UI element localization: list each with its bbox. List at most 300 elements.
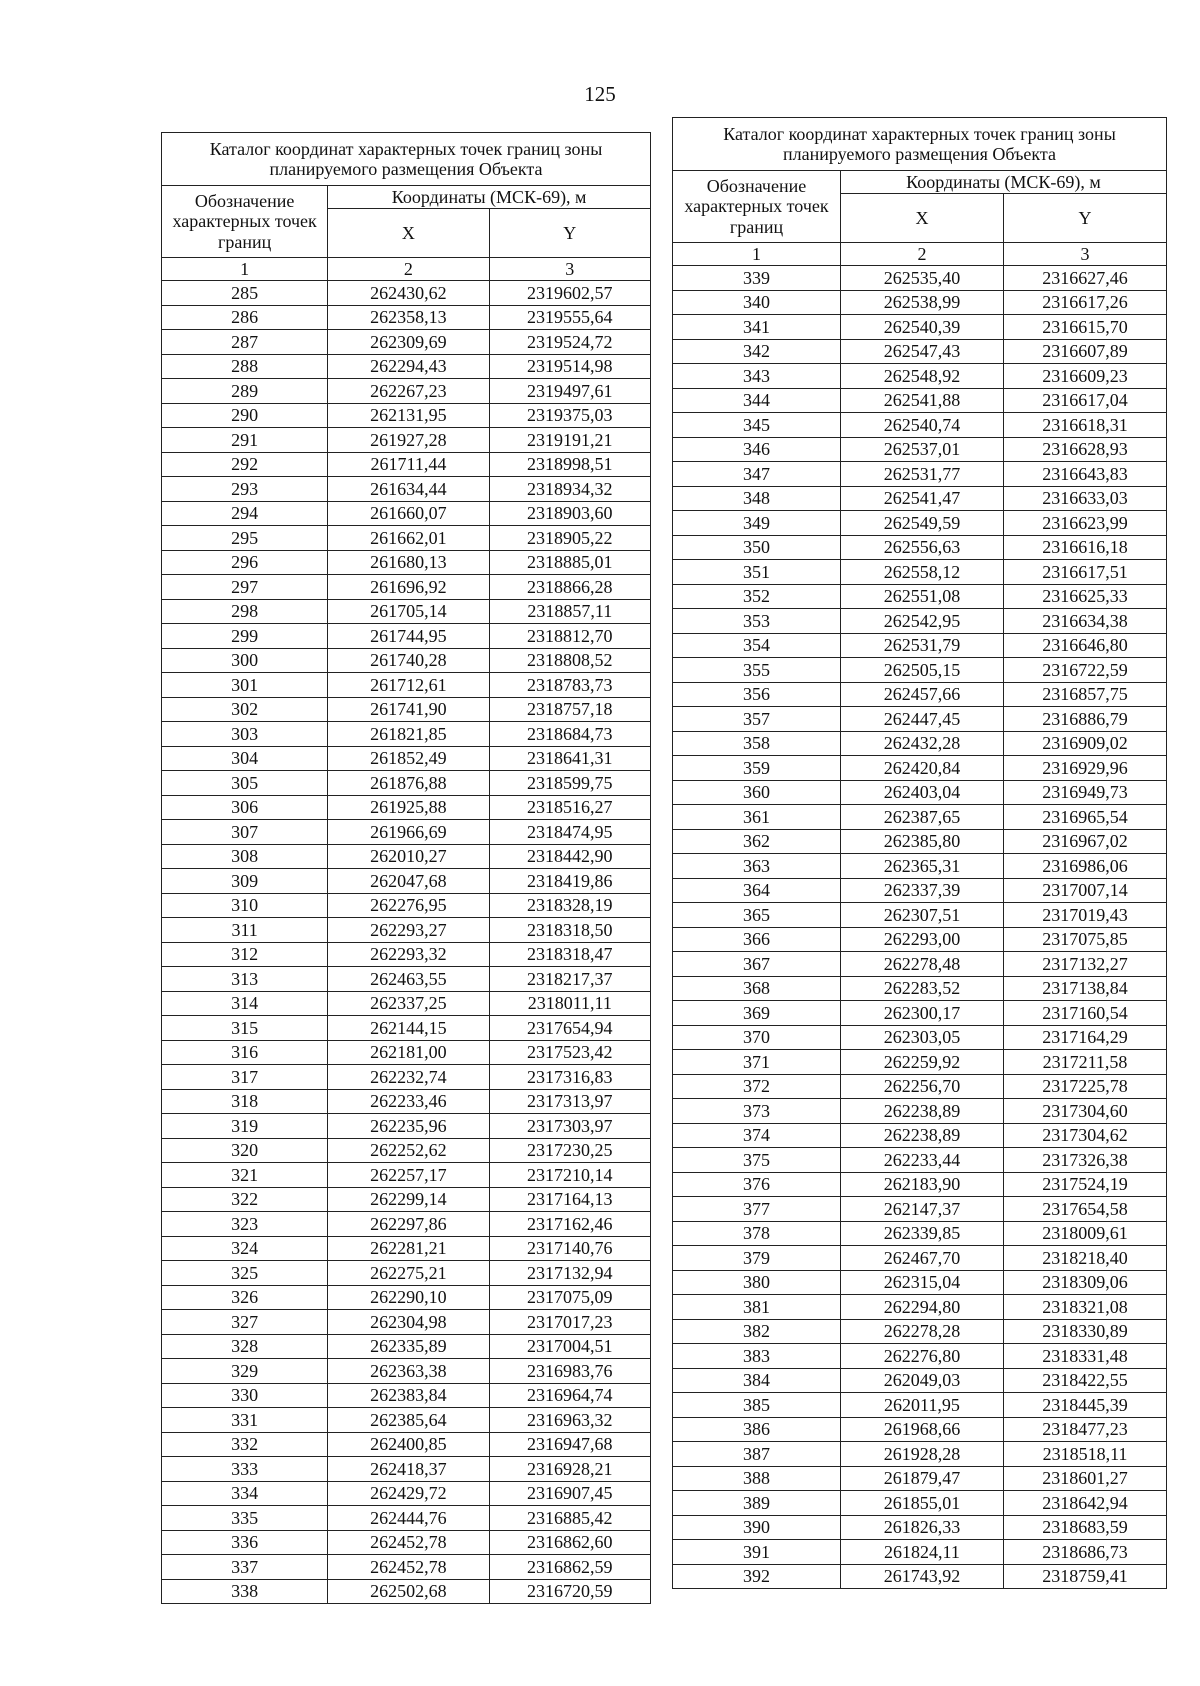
point-number: 341 <box>673 315 841 340</box>
y-coordinate: 2316929,96 <box>1003 756 1166 781</box>
point-number: 343 <box>673 364 841 389</box>
x-coordinate: 262303,05 <box>840 1025 1003 1050</box>
y-coordinate: 2319375,03 <box>489 403 650 428</box>
table-row <box>162 844 651 869</box>
x-coordinate: 262549,59 <box>840 511 1003 536</box>
x-coordinate: 262299,14 <box>328 1187 489 1212</box>
table-row <box>673 511 1167 536</box>
table-row <box>673 903 1167 928</box>
y-coordinate: 2317138,84 <box>1003 976 1166 1001</box>
y-coordinate: 2317140,76 <box>489 1236 650 1261</box>
y-coordinate: 2318309,06 <box>1003 1270 1166 1295</box>
table-row <box>162 477 651 502</box>
table-row <box>162 305 651 330</box>
y-coordinate: 2318330,89 <box>1003 1319 1166 1344</box>
x-coordinate: 262010,27 <box>328 844 489 869</box>
point-number: 369 <box>673 1001 841 1026</box>
coordinates-header: Координаты (МСК-69), м <box>840 171 1166 194</box>
x-coordinate: 262278,28 <box>840 1319 1003 1344</box>
x-coordinate: 262337,25 <box>328 991 489 1016</box>
x-coordinate: 261927,28 <box>328 428 489 453</box>
x-coordinate: 262365,31 <box>840 854 1003 879</box>
table-row <box>162 648 651 673</box>
y-coordinate: 2318477,23 <box>1003 1417 1166 1442</box>
table-row <box>162 501 651 526</box>
table-row <box>673 1540 1167 1565</box>
table-row <box>673 1172 1167 1197</box>
y-coordinate: 2316983,76 <box>489 1359 650 1384</box>
x-coordinate: 262542,95 <box>840 609 1003 634</box>
point-number: 376 <box>673 1172 841 1197</box>
point-number: 297 <box>162 575 328 600</box>
point-number: 313 <box>162 967 328 992</box>
point-number: 318 <box>162 1089 328 1114</box>
x-coordinate: 261634,44 <box>328 477 489 502</box>
y-coordinate: 2318011,11 <box>489 991 650 1016</box>
point-number: 346 <box>673 437 841 462</box>
table-row <box>673 731 1167 756</box>
x-coordinate: 261821,85 <box>328 722 489 747</box>
page-number: 125 <box>584 82 616 106</box>
y-coordinate: 2317303,97 <box>489 1114 650 1139</box>
x-coordinate: 261879,47 <box>840 1466 1003 1491</box>
point-number: 328 <box>162 1334 328 1359</box>
x-coordinate: 262276,95 <box>328 893 489 918</box>
x-coordinate: 262339,85 <box>840 1221 1003 1246</box>
x-coordinate: 262447,45 <box>840 707 1003 732</box>
point-number: 298 <box>162 599 328 624</box>
table-row <box>673 805 1167 830</box>
table-row <box>673 952 1167 977</box>
point-number: 287 <box>162 330 328 355</box>
y-coordinate: 2319524,72 <box>489 330 650 355</box>
table-row <box>673 707 1167 732</box>
point-number: 336 <box>162 1530 328 1555</box>
column-number: 3 <box>1003 243 1166 266</box>
y-coordinate: 2316646,80 <box>1003 633 1166 658</box>
y-coordinate: 2317326,38 <box>1003 1148 1166 1173</box>
table-row <box>673 1442 1167 1467</box>
x-coordinate: 262551,08 <box>840 584 1003 609</box>
y-coordinate: 2316625,33 <box>1003 584 1166 609</box>
point-number: 320 <box>162 1138 328 1163</box>
table-row <box>673 462 1167 487</box>
table-row <box>162 942 651 967</box>
x-coordinate: 262540,74 <box>840 413 1003 438</box>
x-coordinate: 261743,92 <box>840 1564 1003 1589</box>
table-row <box>162 967 651 992</box>
y-coordinate: 2316885,42 <box>489 1506 650 1531</box>
table-row <box>673 315 1167 340</box>
x-coordinate: 262257,17 <box>328 1163 489 1188</box>
table-row <box>673 878 1167 903</box>
point-number: 286 <box>162 305 328 330</box>
point-number: 288 <box>162 354 328 379</box>
y-coordinate: 2318684,73 <box>489 722 650 747</box>
point-number: 296 <box>162 550 328 575</box>
y-coordinate: 2316617,51 <box>1003 560 1166 585</box>
point-number: 312 <box>162 942 328 967</box>
x-coordinate: 262335,89 <box>328 1334 489 1359</box>
point-number: 362 <box>673 829 841 854</box>
x-coordinate: 262383,84 <box>328 1383 489 1408</box>
x-coordinate: 262267,23 <box>328 379 489 404</box>
y-coordinate: 2319191,21 <box>489 428 650 453</box>
y-coordinate: 2318218,40 <box>1003 1246 1166 1271</box>
x-coordinate: 262385,80 <box>840 829 1003 854</box>
point-number: 375 <box>673 1148 841 1173</box>
y-coordinate: 2317225,78 <box>1003 1074 1166 1099</box>
table-title: Каталог координат характерных точек границ зоны планируемого размещения Объекта <box>673 118 1167 171</box>
point-number: 385 <box>673 1393 841 1418</box>
point-number: 304 <box>162 746 328 771</box>
point-number: 330 <box>162 1383 328 1408</box>
point-number: 392 <box>673 1564 841 1589</box>
point-number: 339 <box>673 266 841 291</box>
point-number: 390 <box>673 1515 841 1540</box>
table-row <box>162 379 651 404</box>
table-row <box>162 452 651 477</box>
y-coordinate: 2318812,70 <box>489 624 650 649</box>
point-number: 366 <box>673 927 841 952</box>
point-number: 300 <box>162 648 328 673</box>
table-row <box>162 330 651 355</box>
y-coordinate: 2316607,89 <box>1003 339 1166 364</box>
table-row <box>162 1432 651 1457</box>
y-coordinate: 2318442,90 <box>489 844 650 869</box>
point-number: 353 <box>673 609 841 634</box>
y-coordinate: 2318321,08 <box>1003 1295 1166 1320</box>
x-coordinate: 262418,37 <box>328 1457 489 1482</box>
table-row <box>162 1163 651 1188</box>
point-number: 357 <box>673 707 841 732</box>
point-number: 342 <box>673 339 841 364</box>
x-coordinate: 262556,63 <box>840 535 1003 560</box>
point-number: 311 <box>162 918 328 943</box>
x-coordinate: 262337,39 <box>840 878 1003 903</box>
y-coordinate: 2316617,04 <box>1003 388 1166 413</box>
point-number: 285 <box>162 281 328 306</box>
y-coordinate: 2317654,94 <box>489 1016 650 1041</box>
table-row <box>673 854 1167 879</box>
table-row <box>673 1393 1167 1418</box>
x-coordinate: 262047,68 <box>328 869 489 894</box>
table-row <box>673 633 1167 658</box>
table-row <box>673 1515 1167 1540</box>
x-coordinate: 262233,46 <box>328 1089 489 1114</box>
point-number: 354 <box>673 633 841 658</box>
table-row <box>162 1334 651 1359</box>
point-number: 302 <box>162 697 328 722</box>
point-number: 292 <box>162 452 328 477</box>
y-coordinate: 2317654,58 <box>1003 1197 1166 1222</box>
x-coordinate: 261966,69 <box>328 820 489 845</box>
table-row <box>162 1212 651 1237</box>
point-number: 327 <box>162 1310 328 1335</box>
y-coordinate: 2316862,59 <box>489 1555 650 1580</box>
point-number: 347 <box>673 462 841 487</box>
table-row <box>162 1383 651 1408</box>
y-coordinate: 2318217,37 <box>489 967 650 992</box>
x-coordinate: 262558,12 <box>840 560 1003 585</box>
point-number: 289 <box>162 379 328 404</box>
x-coordinate: 262548,92 <box>840 364 1003 389</box>
x-coordinate: 262294,43 <box>328 354 489 379</box>
x-coordinate: 261712,61 <box>328 673 489 698</box>
x-coordinate: 261855,01 <box>840 1491 1003 1516</box>
x-coordinate: 262293,32 <box>328 942 489 967</box>
y-coordinate: 2318783,73 <box>489 673 650 698</box>
point-number: 349 <box>673 511 841 536</box>
table-row <box>162 1481 651 1506</box>
point-number: 384 <box>673 1368 841 1393</box>
x-coordinate: 262387,65 <box>840 805 1003 830</box>
point-number: 338 <box>162 1579 328 1604</box>
table-row <box>162 575 651 600</box>
y-coordinate: 2316633,03 <box>1003 486 1166 511</box>
table-row <box>673 609 1167 634</box>
point-number: 323 <box>162 1212 328 1237</box>
x-coordinate: 262281,21 <box>328 1236 489 1261</box>
y-coordinate: 2317075,85 <box>1003 927 1166 952</box>
table-row <box>162 624 651 649</box>
y-coordinate: 2317075,09 <box>489 1285 650 1310</box>
x-coordinate: 261852,49 <box>328 746 489 771</box>
table-row <box>162 893 651 918</box>
table-row <box>162 1530 651 1555</box>
x-coordinate: 262309,69 <box>328 330 489 355</box>
y-coordinate: 2318866,28 <box>489 575 650 600</box>
y-coordinate: 2318905,22 <box>489 526 650 551</box>
x-coordinate: 262502,68 <box>328 1579 489 1604</box>
x-coordinate: 262290,10 <box>328 1285 489 1310</box>
point-number: 377 <box>673 1197 841 1222</box>
y-coordinate: 2316967,02 <box>1003 829 1166 854</box>
point-number: 333 <box>162 1457 328 1482</box>
y-coordinate: 2316965,54 <box>1003 805 1166 830</box>
y-coordinate: 2316949,73 <box>1003 780 1166 805</box>
table-row <box>673 388 1167 413</box>
point-number: 321 <box>162 1163 328 1188</box>
table-title: Каталог координат характерных точек границ зоны планируемого размещения Объекта <box>162 133 651 186</box>
y-coordinate: 2317164,29 <box>1003 1025 1166 1050</box>
y-coordinate: 2316986,06 <box>1003 854 1166 879</box>
x-coordinate: 262531,77 <box>840 462 1003 487</box>
x-coordinate: 262297,86 <box>328 1212 489 1237</box>
point-number: 383 <box>673 1344 841 1369</box>
point-number: 344 <box>673 388 841 413</box>
x-coordinate: 262252,62 <box>328 1138 489 1163</box>
y-coordinate: 2316623,99 <box>1003 511 1166 536</box>
y-coordinate: 2317160,54 <box>1003 1001 1166 1026</box>
y-coordinate: 2319555,64 <box>489 305 650 330</box>
point-number: 316 <box>162 1040 328 1065</box>
table-row <box>673 976 1167 1001</box>
point-designation-header: Обозначение характерных точек границ <box>162 186 328 258</box>
point-number: 382 <box>673 1319 841 1344</box>
x-coordinate: 262505,15 <box>840 658 1003 683</box>
point-number: 378 <box>673 1221 841 1246</box>
table-row <box>162 550 651 575</box>
y-coordinate: 2318759,41 <box>1003 1564 1166 1589</box>
table-row <box>162 869 651 894</box>
table-row <box>162 991 651 1016</box>
x-coordinate: 262300,17 <box>840 1001 1003 1026</box>
y-coordinate: 2318998,51 <box>489 452 650 477</box>
table-row <box>162 1065 651 1090</box>
point-number: 319 <box>162 1114 328 1139</box>
x-coordinate: 262181,00 <box>328 1040 489 1065</box>
coordinates-table-left <box>161 132 651 1604</box>
x-header: X <box>840 194 1003 243</box>
y-header: Y <box>1003 194 1166 243</box>
table-row <box>162 722 651 747</box>
table-row <box>162 820 651 845</box>
point-number: 329 <box>162 1359 328 1384</box>
table-row <box>162 403 651 428</box>
table-row <box>673 1221 1167 1246</box>
y-coordinate: 2316964,74 <box>489 1383 650 1408</box>
y-coordinate: 2317316,83 <box>489 1065 650 1090</box>
x-coordinate: 261824,11 <box>840 1540 1003 1565</box>
point-number: 334 <box>162 1481 328 1506</box>
x-coordinate: 262358,13 <box>328 305 489 330</box>
y-coordinate: 2316909,02 <box>1003 731 1166 756</box>
point-number: 293 <box>162 477 328 502</box>
column-number: 2 <box>328 258 489 281</box>
table-row <box>162 1359 651 1384</box>
x-coordinate: 262238,89 <box>840 1123 1003 1148</box>
y-coordinate: 2316907,45 <box>489 1481 650 1506</box>
table-row <box>673 437 1167 462</box>
x-coordinate: 261740,28 <box>328 648 489 673</box>
point-number: 381 <box>673 1295 841 1320</box>
y-coordinate: 2317313,97 <box>489 1089 650 1114</box>
x-coordinate: 262275,21 <box>328 1261 489 1286</box>
column-number: 1 <box>162 258 328 281</box>
table-row <box>673 560 1167 585</box>
table-row <box>673 1270 1167 1295</box>
coordinates-header: Координаты (МСК-69), м <box>328 186 651 209</box>
y-coordinate: 2317523,42 <box>489 1040 650 1065</box>
point-number: 371 <box>673 1050 841 1075</box>
table-row <box>162 1408 651 1433</box>
y-coordinate: 2317524,19 <box>1003 1172 1166 1197</box>
y-coordinate: 2316627,46 <box>1003 266 1166 291</box>
table-row <box>162 1089 651 1114</box>
x-coordinate: 261711,44 <box>328 452 489 477</box>
point-number: 306 <box>162 795 328 820</box>
x-coordinate: 262541,47 <box>840 486 1003 511</box>
y-coordinate: 2316862,60 <box>489 1530 650 1555</box>
x-coordinate: 262011,95 <box>840 1393 1003 1418</box>
table-row <box>673 486 1167 511</box>
table-row <box>673 266 1167 291</box>
x-coordinate: 262293,00 <box>840 927 1003 952</box>
table-row <box>162 1261 651 1286</box>
table-row <box>673 1564 1167 1589</box>
x-coordinate: 261744,95 <box>328 624 489 649</box>
table-row <box>162 1138 651 1163</box>
point-number: 345 <box>673 413 841 438</box>
point-number: 380 <box>673 1270 841 1295</box>
y-coordinate: 2317132,27 <box>1003 952 1166 977</box>
point-number: 374 <box>673 1123 841 1148</box>
x-coordinate: 262307,51 <box>840 903 1003 928</box>
point-number: 367 <box>673 952 841 977</box>
table-row <box>162 281 651 306</box>
coordinates-table-right <box>672 117 1167 1589</box>
point-number: 348 <box>673 486 841 511</box>
x-coordinate: 262541,88 <box>840 388 1003 413</box>
table-row <box>673 1074 1167 1099</box>
y-coordinate: 2316616,18 <box>1003 535 1166 560</box>
table-row <box>673 584 1167 609</box>
x-coordinate: 261968,66 <box>840 1417 1003 1442</box>
x-coordinate: 261826,33 <box>840 1515 1003 1540</box>
y-coordinate: 2318474,95 <box>489 820 650 845</box>
point-number: 379 <box>673 1246 841 1271</box>
x-coordinate: 262049,03 <box>840 1368 1003 1393</box>
y-coordinate: 2318318,47 <box>489 942 650 967</box>
x-coordinate: 262183,90 <box>840 1172 1003 1197</box>
y-coordinate: 2317304,60 <box>1003 1099 1166 1124</box>
x-coordinate: 262467,70 <box>840 1246 1003 1271</box>
point-number: 309 <box>162 869 328 894</box>
table-row <box>162 354 651 379</box>
y-coordinate: 2319497,61 <box>489 379 650 404</box>
x-coordinate: 262233,44 <box>840 1148 1003 1173</box>
point-number: 365 <box>673 903 841 928</box>
y-coordinate: 2318857,11 <box>489 599 650 624</box>
x-coordinate: 262429,72 <box>328 1481 489 1506</box>
point-number: 355 <box>673 658 841 683</box>
x-coordinate: 262432,28 <box>840 731 1003 756</box>
table-row <box>673 1001 1167 1026</box>
y-coordinate: 2318599,75 <box>489 771 650 796</box>
table-row <box>673 829 1167 854</box>
point-number: 360 <box>673 780 841 805</box>
point-number: 361 <box>673 805 841 830</box>
table-row <box>162 599 651 624</box>
point-number: 325 <box>162 1261 328 1286</box>
x-coordinate: 262293,27 <box>328 918 489 943</box>
y-coordinate: 2317007,14 <box>1003 878 1166 903</box>
x-coordinate: 262547,43 <box>840 339 1003 364</box>
point-number: 310 <box>162 893 328 918</box>
point-number: 358 <box>673 731 841 756</box>
point-number: 326 <box>162 1285 328 1310</box>
y-coordinate: 2317304,62 <box>1003 1123 1166 1148</box>
y-coordinate: 2318318,50 <box>489 918 650 943</box>
point-number: 337 <box>162 1555 328 1580</box>
table-row <box>673 1123 1167 1148</box>
point-number: 303 <box>162 722 328 747</box>
y-coordinate: 2318009,61 <box>1003 1221 1166 1246</box>
x-coordinate: 262238,89 <box>840 1099 1003 1124</box>
y-coordinate: 2317230,25 <box>489 1138 650 1163</box>
table-row <box>673 1466 1167 1491</box>
x-coordinate: 261705,14 <box>328 599 489 624</box>
table-row <box>162 1579 651 1604</box>
point-number: 350 <box>673 535 841 560</box>
table-row <box>673 1148 1167 1173</box>
y-coordinate: 2316615,70 <box>1003 315 1166 340</box>
y-coordinate: 2318757,18 <box>489 697 650 722</box>
table-row <box>162 428 651 453</box>
y-coordinate: 2318808,52 <box>489 648 650 673</box>
table-row <box>162 771 651 796</box>
